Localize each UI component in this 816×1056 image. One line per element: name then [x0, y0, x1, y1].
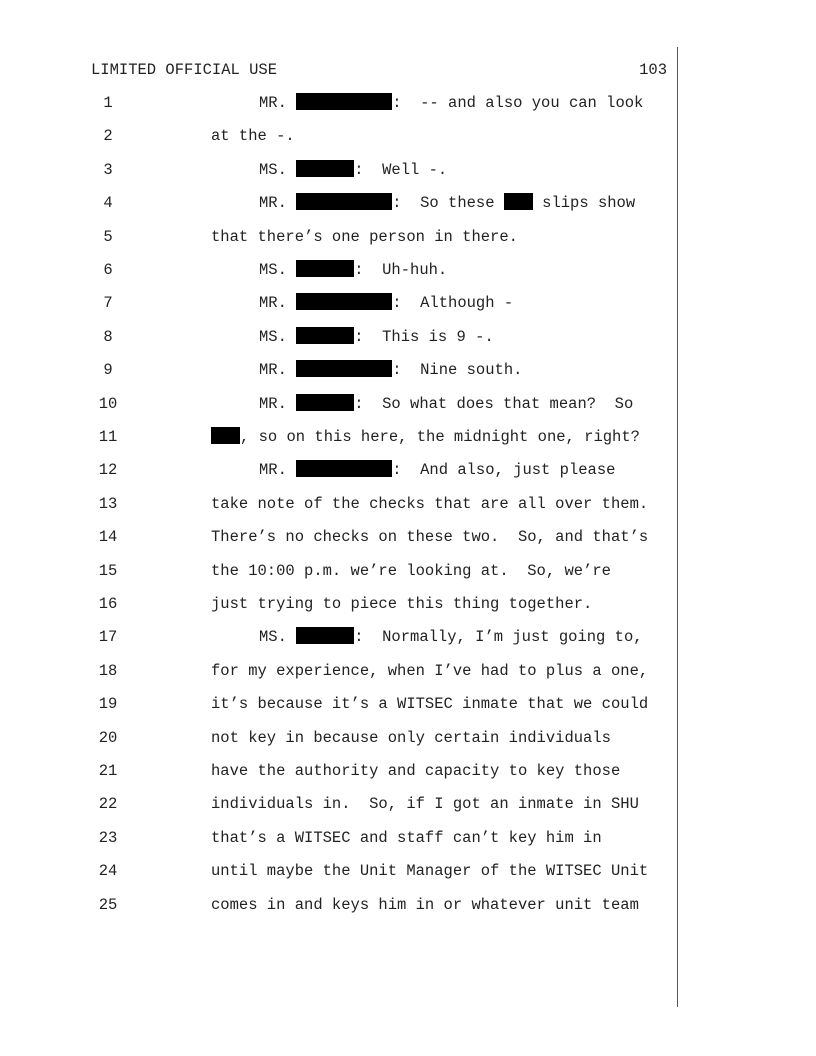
transcript-line: [259, 293, 513, 313]
line-text: until maybe the Unit Manager of the WITSEC Unit: [211, 862, 649, 880]
line-number: 18: [98, 662, 118, 680]
line-text: slips show: [532, 194, 636, 212]
transcript-line: [259, 460, 615, 480]
line-text: , so on this here, the midnight one, right?: [240, 428, 640, 446]
redaction-box: [296, 293, 392, 310]
line-number: 1: [103, 94, 113, 112]
line-text: MR.: [259, 194, 297, 212]
line-text: just trying to piece this thing together.: [211, 595, 593, 613]
transcript-line: [211, 561, 611, 581]
line-number: 5: [103, 228, 113, 246]
line-text: : So what does that mean? So: [354, 395, 634, 413]
redaction-box: [296, 394, 354, 411]
redaction-box: [296, 627, 354, 644]
line-text: at the -.: [211, 127, 295, 145]
redaction-box: [296, 193, 392, 210]
transcript-line: [259, 327, 494, 347]
line-text: take note of the checks that are all over them.: [211, 495, 649, 513]
page-number: 103: [639, 61, 667, 79]
transcript-line: [211, 861, 648, 881]
redaction-box: [296, 93, 392, 110]
line-number: 13: [98, 495, 118, 513]
right-margin-rule: [677, 47, 678, 1007]
line-text: MR.: [259, 294, 297, 312]
line-text: There’s no checks on these two. So, and that’s: [211, 528, 649, 546]
transcript-line: [211, 126, 295, 146]
line-text: MR.: [259, 395, 297, 413]
line-number: 21: [98, 762, 118, 780]
line-text: : Well -.: [354, 161, 448, 179]
line-text: not key in because only certain individuals: [211, 729, 611, 747]
line-number: 6: [103, 261, 113, 279]
line-number: 12: [98, 461, 118, 479]
transcript-line: [211, 527, 648, 547]
line-text: : Nine south.: [392, 361, 523, 379]
line-text: the 10:00 p.m. we’re looking at. So, we’re: [211, 562, 611, 580]
transcript-line: [259, 627, 643, 647]
line-text: individuals in. So, if I got an inmate in SHU: [211, 795, 639, 813]
redaction-box: [504, 193, 533, 210]
line-text: it’s because it’s a WITSEC inmate that we could: [211, 695, 649, 713]
line-text: : -- and also you can look: [392, 94, 644, 112]
line-text: MS.: [259, 261, 297, 279]
line-number: 14: [98, 528, 118, 546]
line-number: 20: [98, 729, 118, 747]
line-number: 3: [103, 161, 113, 179]
line-text: MR.: [259, 361, 297, 379]
line-text: : Although -: [392, 294, 514, 312]
line-text: MR.: [259, 94, 297, 112]
line-number: 17: [98, 628, 118, 646]
transcript-line: [211, 594, 592, 614]
redaction-box: [296, 327, 354, 344]
line-number: 11: [98, 428, 118, 446]
line-text: comes in and keys him in or whatever unit team: [211, 896, 639, 914]
line-number: 9: [103, 361, 113, 379]
redaction-box: [296, 160, 354, 177]
line-number: 7: [103, 294, 113, 312]
line-number: 4: [103, 194, 113, 212]
line-text: that there’s one person in there.: [211, 228, 518, 246]
transcript-line: [211, 661, 648, 681]
transcript-line: [259, 360, 522, 380]
line-text: that’s a WITSEC and staff can’t key him in: [211, 829, 602, 847]
line-number: 15: [98, 562, 118, 580]
transcript-line: [211, 728, 611, 748]
line-number: 10: [98, 395, 118, 413]
redaction-box: [296, 460, 392, 477]
redaction-box: [211, 427, 240, 444]
line-number: 25: [98, 896, 118, 914]
line-text: MS.: [259, 628, 297, 646]
transcript-line: [211, 427, 640, 447]
transcript-line: [259, 260, 447, 280]
transcript-line: [211, 828, 602, 848]
redaction-box: [296, 260, 354, 277]
transcript-line: [211, 694, 648, 714]
redaction-box: [296, 360, 392, 377]
line-text: : This is 9 -.: [354, 328, 494, 346]
line-number: 23: [98, 829, 118, 847]
line-number: 19: [98, 695, 118, 713]
line-text: for my experience, when I’ve had to plus a one,: [211, 662, 649, 680]
transcript-line: [211, 895, 639, 915]
line-text: : Uh-huh.: [354, 261, 448, 279]
page-header-label: LIMITED OFFICIAL USE: [91, 61, 278, 79]
transcript-line: [259, 193, 635, 213]
line-text: have the authority and capacity to key those: [211, 762, 621, 780]
line-text: MS.: [259, 161, 297, 179]
transcript-line: [211, 494, 648, 514]
line-text: : So these: [392, 194, 504, 212]
line-text: : Normally, I’m just going to,: [354, 628, 643, 646]
transcript-line: [211, 794, 639, 814]
transcript-line: [259, 93, 643, 113]
line-text: MR.: [259, 461, 297, 479]
line-number: 16: [98, 595, 118, 613]
line-number: 8: [103, 328, 113, 346]
transcript-line: [259, 394, 633, 414]
line-text: MS.: [259, 328, 297, 346]
line-number: 2: [103, 127, 113, 145]
line-text: : And also, just please: [392, 461, 616, 479]
line-number: 24: [98, 862, 118, 880]
line-number: 22: [98, 795, 118, 813]
transcript-line: [259, 160, 447, 180]
transcript-line: [211, 761, 620, 781]
transcript-line: [211, 227, 518, 247]
